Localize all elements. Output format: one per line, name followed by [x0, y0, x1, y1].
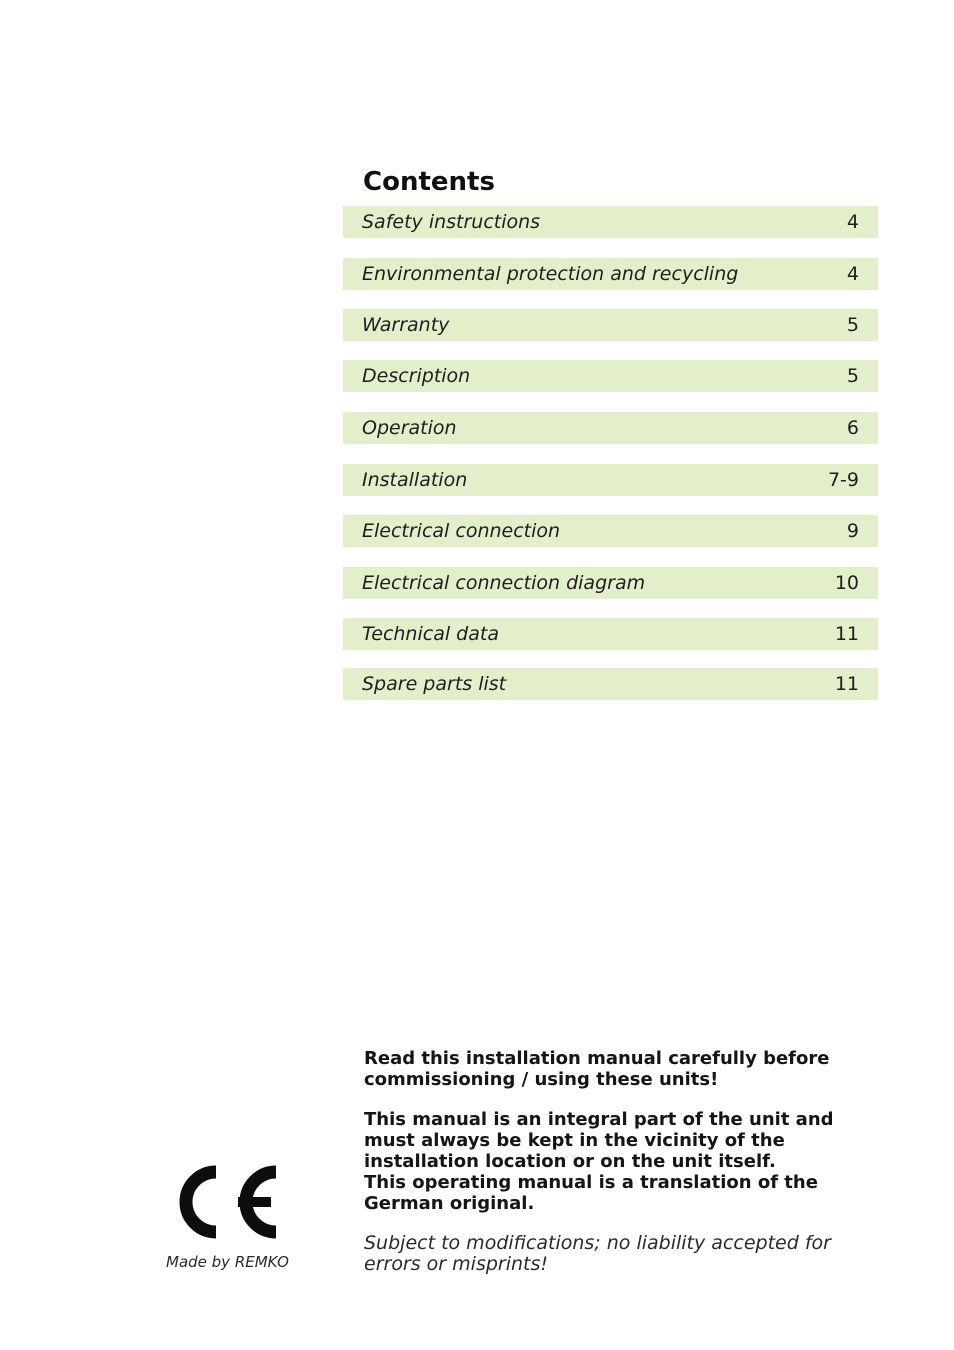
toc-entry-environmental-protection[interactable]	[343, 258, 878, 290]
toc-entry-label: Description	[362, 365, 471, 387]
toc-entry-page: 4	[846, 211, 859, 233]
notice-block	[364, 1048, 874, 1275]
toc-entry-page: 7-9	[827, 469, 859, 491]
made-by-label: Made by REMKO	[166, 1253, 289, 1271]
toc-entry-operation[interactable]	[343, 412, 878, 444]
contents-title: Contents	[363, 167, 495, 197]
toc-entry-label: Installation	[362, 469, 468, 491]
disclaimer-text: Subject to modifications; no liability accepted for errors or misprints!	[364, 1232, 831, 1275]
toc-entry-electrical-connection[interactable]	[343, 515, 878, 547]
toc-entry-page: 11	[834, 673, 859, 695]
toc-entry-spare-parts-list[interactable]	[343, 668, 878, 700]
toc-entry-warranty[interactable]	[343, 309, 878, 341]
toc-entry-label: Environmental protection and recycling	[362, 263, 739, 285]
ce-mark-icon	[170, 1162, 282, 1242]
toc-entry-page: 10	[834, 572, 859, 594]
toc-entry-technical-data[interactable]	[343, 618, 878, 650]
read-carefully-notice: Read this installation manual carefully before commissioning / using these units!	[364, 1048, 830, 1090]
toc-entry-page: 6	[846, 417, 859, 439]
toc-entry-electrical-connection-diagram[interactable]	[343, 567, 878, 599]
toc-entry-label: Electrical connection diagram	[362, 572, 646, 594]
toc-entry-page: 4	[846, 263, 859, 285]
toc-entry-installation[interactable]	[343, 464, 878, 496]
toc-entry-label: Technical data	[362, 623, 499, 645]
toc-entry-page: 9	[846, 520, 859, 542]
toc-entry-safety-instructions[interactable]	[343, 206, 878, 238]
toc-entry-page: 5	[846, 314, 859, 336]
toc-entry-page: 5	[846, 365, 859, 387]
toc-entry-label: Electrical connection	[362, 520, 561, 542]
translation-notice: This operating manual is a translation of the German original.	[364, 1172, 818, 1214]
toc-entry-label: Warranty	[362, 314, 450, 336]
toc-entry-description[interactable]	[343, 360, 878, 392]
integral-part-notice: This manual is an integral part of the unit and must always be kept in the vicinity of the installation location or on the unit itself.	[364, 1109, 834, 1172]
spacer	[364, 1090, 874, 1109]
toc-entry-page: 11	[834, 623, 859, 645]
toc-entry-label: Spare parts list	[362, 673, 507, 695]
toc-entry-label: Operation	[362, 417, 457, 439]
spacer	[364, 1214, 874, 1233]
toc-entry-label: Safety instructions	[362, 211, 541, 233]
